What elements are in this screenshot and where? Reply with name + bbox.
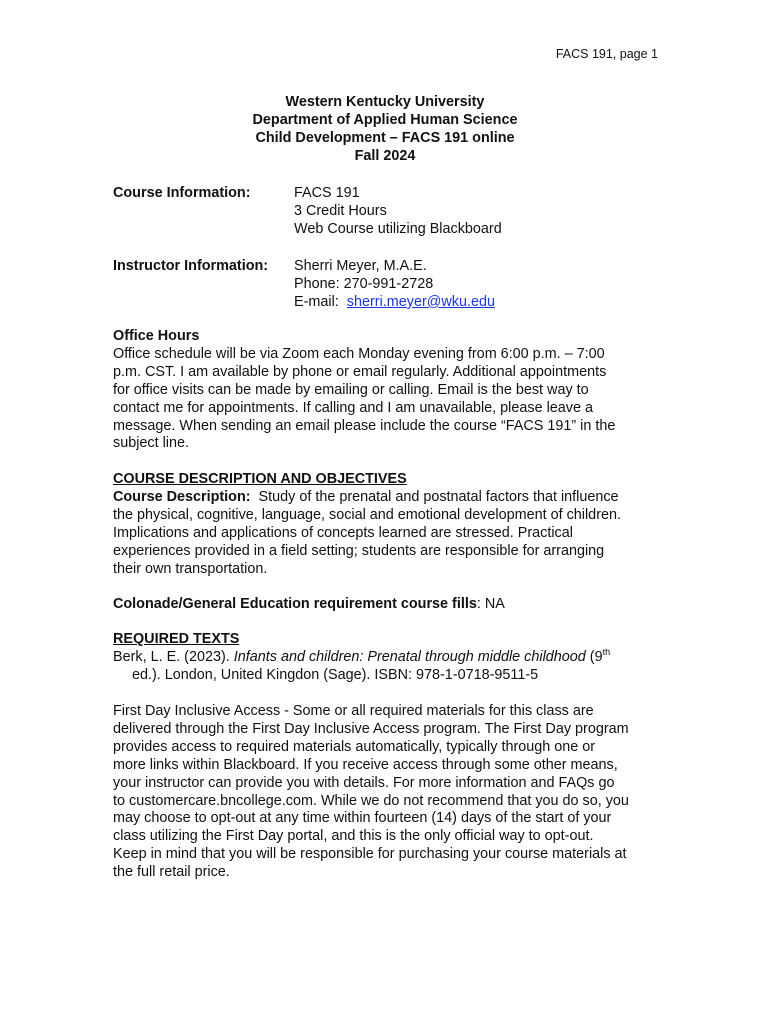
citation-edition: (9 [585,648,603,665]
office-hours-heading: Office Hours [113,328,200,344]
course-description-first-line: Study of the prenatal and postnatal factors that influence [250,488,619,505]
first-day-line: may choose to opt-out at any time within fourteen (14) days of the start of your [113,810,612,827]
credit-hours: 3 Credit Hours [294,202,387,219]
first-day-access-section [113,703,658,882]
course-description-section [113,471,658,578]
colonnade-requirement [113,596,658,614]
first-day-line: First Day Inclusive Access - Some or all required materials for this class are [113,703,594,719]
course-description-line: their own transportation. [113,560,268,577]
office-hours-line: contact me for appointments. If calling and I am unavailable, please leave a [113,399,593,416]
instructor-email-link[interactable]: sherri.meyer@wku.edu [346,293,495,310]
instructor-email-row [294,294,495,312]
course-code: FACS 191 [294,185,360,201]
textbook-citation [113,649,658,667]
course-description-line: experiences provided in a field setting; students are responsible for arranging [113,542,605,559]
first-day-line: provides access to required materials automatically, typically through one or [113,738,596,755]
instructor-phone: Phone: 270-991-2728 [294,275,434,292]
first-day-line: more links within Blackboard. If you receive access through some other means, [113,756,618,773]
page-number-header: FACS 191, page 1 [555,47,658,61]
first-day-line: the full retail price. [113,864,230,881]
required-texts-heading: REQUIRED TEXTS [113,631,240,647]
course-description-line: the physical, cognitive, language, social and emotional development of children. [113,506,621,523]
office-hours-section [113,328,658,453]
email-label: E-mail: [294,293,339,310]
first-day-line: delivered through the First Day Inclusive Access program. The First Day program [113,720,629,737]
course-description-heading: COURSE DESCRIPTION AND OBJECTIVES [113,471,407,487]
course-description-line [113,489,658,507]
colonnade-value: : NA [476,596,505,612]
first-day-line: Keep in mind that you will be responsible for purchasing your course materials at [113,846,627,863]
instructor-info-values [294,258,495,312]
required-texts-section [113,631,658,685]
first-day-line: class utilizing the First Day portal, and this is the only official way to opt-out. [113,828,594,845]
course-description-line: Implications and applications of concepts learned are stressed. Practical [113,524,573,541]
office-hours-line: Office schedule will be via Zoom each Monday evening from 6:00 p.m. – 7:00 [113,345,605,362]
citation-edition-superscript: th [602,647,611,658]
document-title-block [0,93,770,165]
instructor-info-label: Instructor Information: [113,258,269,274]
office-hours-line: for office visits can be made by emailing or calling. Email is the best way to [113,381,589,398]
colonnade-label: Colonade/General Education requirement course fills [113,596,477,612]
citation-line-2: ed.). London, United Kingdon (Sage). ISBN: 978-1-0718-9511-5 [132,666,539,683]
course-format: Web Course utilizing Blackboard [294,220,502,237]
office-hours-line: p.m. CST. I am available by phone or email regularly. Additional appointments [113,363,607,380]
office-hours-line: message. When sending an email please include the course “FACS 191” in the [113,417,616,434]
course-title: Child Development – FACS 191 online [255,130,515,146]
university-name: Western Kentucky University [285,94,485,110]
citation-author: Berk, L. E. (2023). [113,648,234,665]
first-day-line: to customercare.bncollege.com. While we do not recommend that you do so, you [113,792,629,809]
citation-title: Infants and children: Prenatal through middle childhood [233,648,586,665]
instructor-name: Sherri Meyer, M.A.E. [294,258,427,274]
department-name: Department of Applied Human Science [252,112,518,128]
course-info-label: Course Information: [113,185,251,201]
office-hours-line: subject line. [113,435,189,452]
first-day-line: your instructor can provide you with details. For more information and FAQs go [113,774,615,791]
course-description-label: Course Description: [113,488,251,505]
term: Fall 2024 [354,148,416,164]
course-info-values [294,185,502,239]
